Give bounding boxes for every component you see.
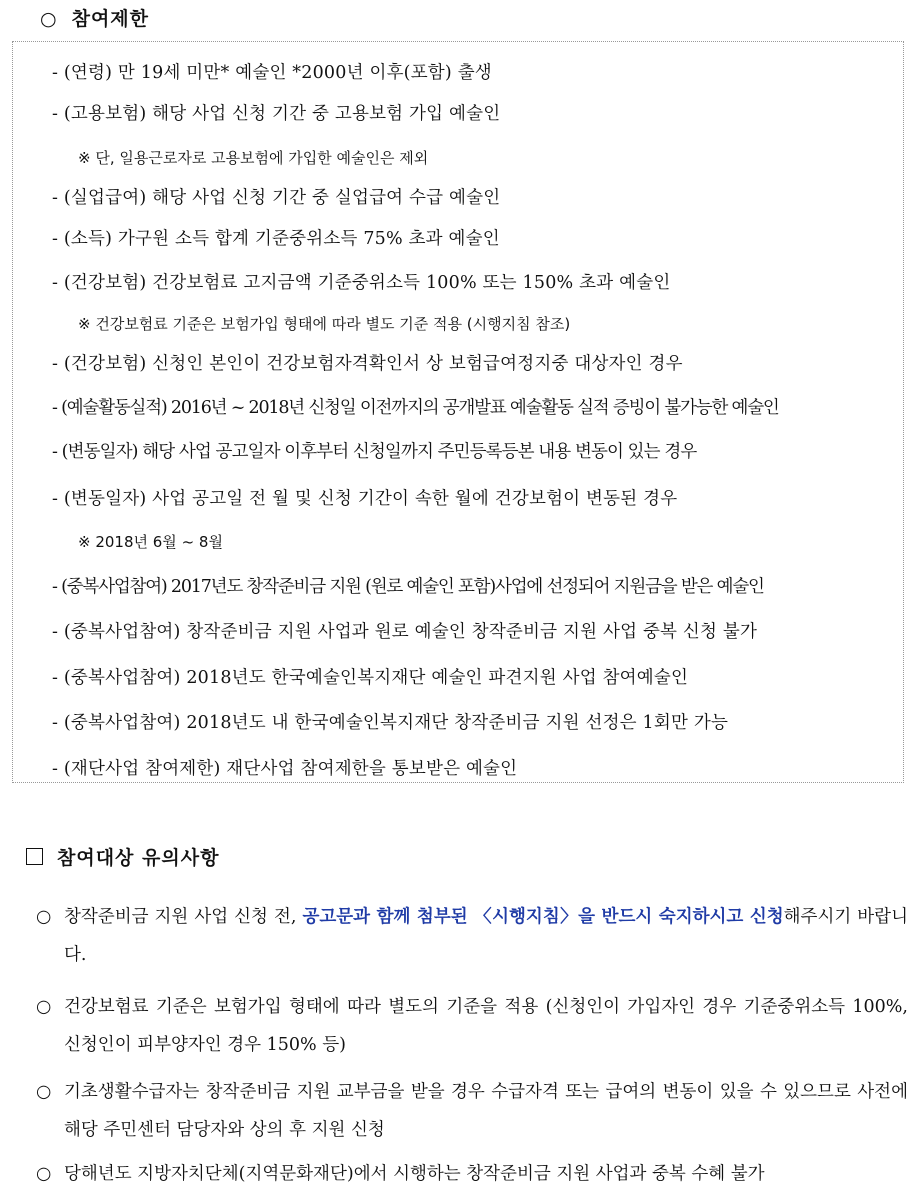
- note-paragraph-guideline: [36, 898, 908, 974]
- section-title: 참여제한: [71, 8, 150, 30]
- restriction-income: - (소득) 가구원 소득 합계 기준중위소득 75% 초과 예술인: [52, 229, 500, 249]
- note-text: 당해년도 지방자치단체(지역문화재단)에서 시행하는 창작준비금 지원 사업과 중복 수혜 불가: [64, 1164, 765, 1184]
- circle-bullet-icon: ○: [36, 1082, 52, 1102]
- restriction-duplicate-2017: - (중복사업참여) 2017년도 창작준비금 지원 (원로 예술인 포함)사업에 선정되어 지원금을 받은 예술인: [52, 577, 764, 597]
- section-participation-restriction-heading: [40, 4, 149, 31]
- note-daily-worker: ※ 단, 일용근로자로 고용보험에 가입한 예술인은 제외: [78, 149, 429, 167]
- restriction-health-insurance-premium: - (건강보험) 건강보험료 고지금액 기준중위소득 100% 또는 150% 초과 예술인: [52, 273, 671, 293]
- note-paragraph-health-insurance: [36, 988, 908, 1064]
- note-text: 창작준비금 지원 사업 신청 전,: [64, 907, 303, 927]
- note-paragraph-local-government: [36, 1155, 908, 1193]
- restriction-unemployment-benefit: - (실업급여) 해당 사업 신청 기간 중 실업급여 수급 예술인: [52, 188, 501, 208]
- restriction-insurance-change: - (변동일자) 사업 공고일 전 월 및 신청 기간이 속한 월에 건강보험이 변동된 경우: [52, 489, 678, 509]
- circle-bullet-icon: ○: [40, 8, 58, 30]
- circle-bullet-icon: ○: [36, 907, 52, 927]
- note-paragraph-basic-livelihood: [36, 1073, 908, 1149]
- restriction-residence-change: - (변동일자) 해당 사업 공고일자 이후부터 신청일까지 주민등록등본 내용 변동이 있는 경우: [52, 442, 697, 462]
- restriction-foundation-ban: - (재단사업 참여제한) 재단사업 참여제한을 통보받은 예술인: [52, 759, 518, 779]
- circle-bullet-icon: ○: [36, 1164, 52, 1184]
- note-text: 기초생활수급자는 창작준비금 지원 교부금을 받을 경우 수급자격 또는 급여의 변동이 있을 수 있으므로 사전에 해당 주민센터 담당자와 상의 후 지원 신청: [64, 1082, 908, 1140]
- circle-bullet-icon: ○: [36, 997, 52, 1017]
- section-participant-notes-heading: [26, 843, 219, 870]
- note-text: 건강보험료 기준은 보험가입 형태에 따라 별도의 기준을 적용 (신청인이 가입자인 경우 기준중위소득 100%, 신청인이 피부양자인 경우 150% 등): [64, 997, 908, 1055]
- restriction-art-activity-record: - (예술활동실적) 2016년 ~ 2018년 신청일 이전까지의 공개발표 예술활동 실적 증빙이 불가능한 예술인: [52, 398, 779, 418]
- restriction-age: - (연령) 만 19세 미만* 예술인 *2000년 이후(포함) 출생: [52, 63, 492, 83]
- note-health-insurance-standard: ※ 건강보험료 기준은 보험가입 형태에 따라 별도 기준 적용 (시행지침 참조): [78, 315, 571, 333]
- restriction-duplicate-dispatch: - (중복사업참여) 2018년도 한국예술인복지재단 예술인 파견지원 사업 참여예술인: [52, 668, 689, 688]
- note-period: ※ 2018년 6월 ~ 8월: [78, 533, 223, 551]
- restriction-health-insurance-suspension: - (건강보험) 신청인 본인이 건강보험자격확인서 상 보험급여정지중 대상자인 경우: [52, 354, 683, 374]
- note-emphasis: 공고문과 함께 첨부된 〈시행지침〉을 반드시 숙지하시고 신청: [302, 907, 784, 927]
- note-text: 해주시기 바랍니다.: [64, 907, 908, 965]
- restriction-employment-insurance: - (고용보험) 해당 사업 신청 기간 중 고용보험 가입 예술인: [52, 104, 501, 124]
- section-title: 참여대상 유의사항: [57, 847, 220, 869]
- restriction-duplicate-application: - (중복사업참여) 창작준비금 지원 사업과 원로 예술인 창작준비금 지원 사업 중복 신청 불가: [52, 622, 758, 642]
- square-bullet-icon: [26, 848, 43, 865]
- restriction-duplicate-once: - (중복사업참여) 2018년도 내 한국예술인복지재단 창작준비금 지원 선정은 1회만 가능: [52, 713, 729, 733]
